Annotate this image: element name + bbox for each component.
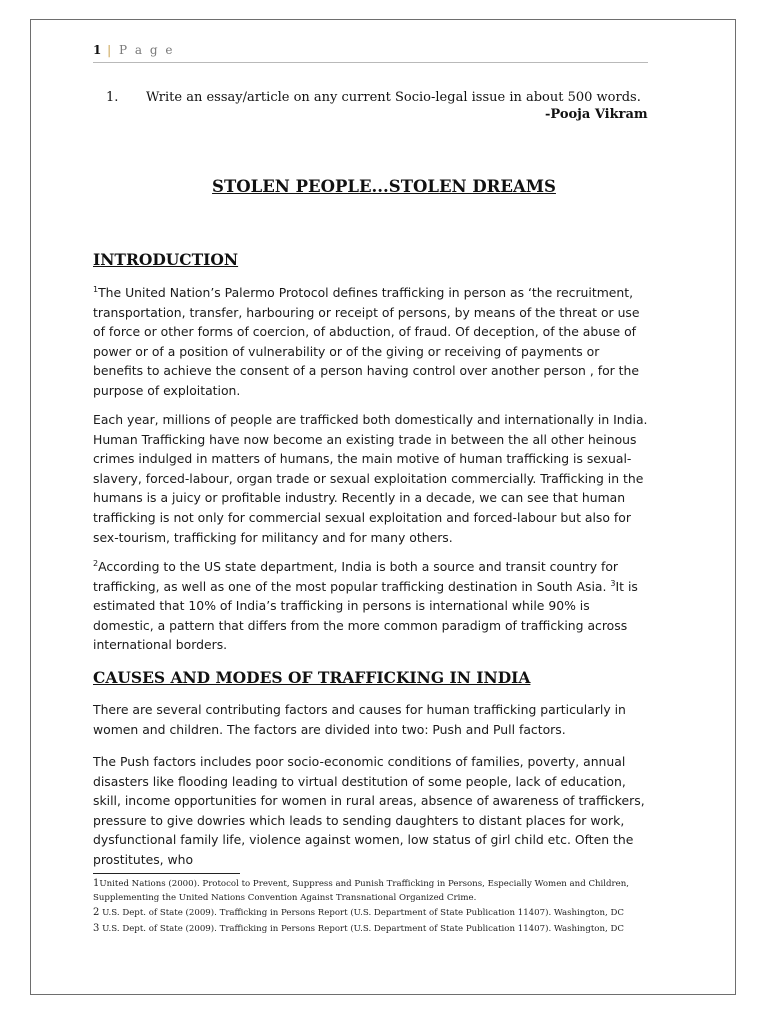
header-rule <box>93 62 648 63</box>
page-header <box>93 43 175 57</box>
footnote-1 <box>93 877 683 905</box>
task-number: 1. <box>106 90 119 105</box>
causes-heading: CAUSES AND MODES OF TRAFFICKING IN INDIA <box>93 668 531 687</box>
paragraph-factors-intro: There are several contributing factors and causes for human trafficking particularly in women and children. The factors are divided into two: Push and Pull factors. <box>93 702 626 737</box>
paragraph-definition-text: The United Nation’s Palermo Protocol defines trafficking in person as ‘the recruitment, transportation, transfer, harbouring or receipt of persons, by means of the threat or use of force or other forms of coercion, of abduction, of fraud. Of deception, of the abuse of power or of a position of vulnerability or of the giving or receiving of payments or benefits to achieve the consent of a person having control over another person , for the purpose of exploitation. <box>93 285 640 398</box>
footnote-2 <box>93 906 683 921</box>
introduction-heading: INTRODUCTION <box>93 250 239 269</box>
task-text: Write an essay/article on any current Socio-legal issue in about 500 words. <box>146 90 641 105</box>
document-title: STOLEN PEOPLE...STOLEN DREAMS <box>212 177 556 196</box>
author-name: -Pooja Vikram <box>545 107 648 122</box>
footnote-3-number: 3 <box>93 923 100 934</box>
footnote-1-text: United Nations (2000). Protocol to Prevent, Suppress and Punish Trafficking in Persons, Especially Women and Children, Supplementing the United Nations Convention Against Transnational Organized Crime. <box>93 879 630 903</box>
page-label: P a g e <box>119 43 175 57</box>
page-number: 1 <box>93 43 102 57</box>
page-header-separator: | <box>101 43 120 57</box>
footnote-ref-1: 1 <box>93 284 99 294</box>
footnote-ref-3: 3 <box>610 578 616 588</box>
assignment-task <box>106 89 641 107</box>
paragraph-push-factors: The Push factors includes poor socio-economic conditions of families, poverty, annual disasters like flooding leading to virtual destitution of some people, lack of education, skill, income opportunities for women in rural areas, absence of awareness of traffickers, pressure to give dowries which leads to sending daughters to distant places for work, dysfunctional family life, violence against women, low status of girl child etc. Often the prostitutes, who <box>93 754 645 867</box>
footnote-ref-2: 2 <box>93 558 99 568</box>
paragraph-us-state-dept-text-a: According to the US state department, India is both a source and transit country for trafficking, as well as one of the most popular trafficking destination in South Asia. <box>93 559 619 594</box>
paragraph-trafficking-scale: Each year, millions of people are trafficked both domestically and internationally in India. Human Trafficking have now become an existing trade in between the all other heinous crimes indulged in matters of humans, the main motive of human trafficking is sexual-slavery, forced-labour, organ trade or sexual exploitation commercially. Trafficking in the humans is a juicy or profitable industry. Recently in a decade, we can see that human trafficking is not only for commercial sexual exploitation and forced-labour but also for sex-tourism, trafficking for militancy and for many others. <box>93 412 648 545</box>
paragraph-definition <box>93 283 653 401</box>
footnote-separator <box>93 873 240 874</box>
footnote-2-text: U.S. Dept. of State (2009). Trafficking in Persons Report (U.S. Department of State Publication 11407). Washington, DC <box>99 908 624 918</box>
footnote-1-number: 1 <box>93 878 100 889</box>
footnote-2-number: 2 <box>93 907 100 918</box>
paragraph-us-state-dept-text-b: It is estimated that 10% of India’s trafficking in persons is international while 90% is domestic, a pattern that differs from the more common paradigm of trafficking across international borders. <box>93 578 638 653</box>
footnote-3-text: U.S. Dept. of State (2009). Trafficking in Persons Report (U.S. Department of State Publication 11407). Washington, DC <box>99 924 624 934</box>
footnote-3 <box>93 922 683 937</box>
paragraph-us-state-dept <box>93 557 653 655</box>
